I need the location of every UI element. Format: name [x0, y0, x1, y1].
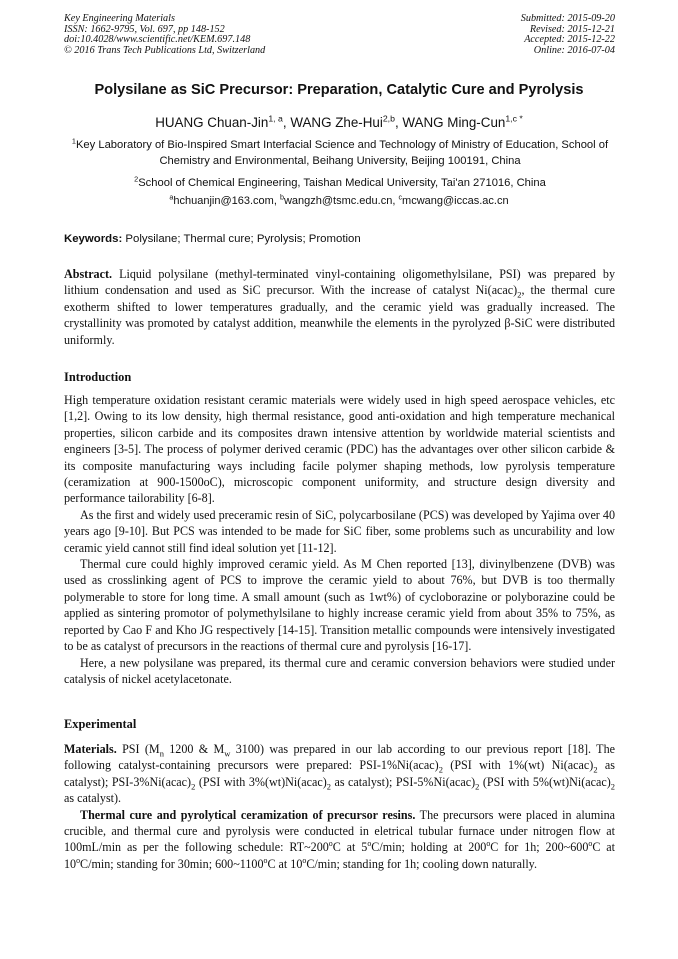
degree-mark: o: [263, 855, 268, 865]
issn-line: ISSN: 1662-9795, Vol. 697, pp 148-152: [64, 23, 225, 35]
online-date: Online: 2016-07-04: [533, 44, 615, 56]
degree-mark: o: [328, 839, 333, 849]
materials-text: 3100) was prepared in our lab according to our previous report [18]. The following catalyst-containing precursors were prepared: PSI-1%Ni(acac): [64, 742, 615, 773]
subscript: 2: [438, 764, 443, 775]
doi-line[interactable]: doi:10.4028/www.scientific.net/KEM.697.148: [64, 34, 251, 46]
copyright-line: © 2016 Trans Tech Publications Ltd, Switzerland: [64, 44, 266, 56]
author-name: WANG Ming-Cun: [402, 115, 506, 130]
journal-name: Key Engineering Materials: [64, 13, 175, 24]
keywords-text: Polysilane; Thermal cure; Pyrolysis; Promotion: [125, 233, 361, 245]
subscript: 2: [593, 764, 598, 775]
materials-text: PSI (M: [122, 742, 160, 756]
experimental-body: [64, 741, 615, 872]
degree-mark: o: [76, 855, 81, 865]
cure-text: C/min; holding at 200: [371, 840, 487, 855]
journal-header-left: [64, 14, 265, 56]
author-list: [0, 115, 678, 130]
keywords-label: Keywords:: [64, 233, 123, 245]
author-name: HUANG Chuan-Jin: [155, 115, 269, 130]
materials-text: (PSI with 1%(wt) Ni(acac): [442, 758, 594, 773]
cure-text: C at 5: [332, 840, 368, 855]
thermal-cure-paragraph: [64, 807, 615, 873]
email-mark: a: [169, 193, 174, 202]
materials-label: Materials.: [64, 742, 117, 756]
abstract-text: Liquid polysilane (methyl-terminated vinyl-containing oligomethylsilane, PSI) was prepared by lithium condensation and used as SiC precursor. With the increase of catalyst Ni(acac): [64, 267, 616, 298]
introduction-body: [64, 392, 615, 687]
author-affiliation-mark: 1, a: [268, 113, 283, 124]
affiliation-mark: 2: [134, 174, 139, 184]
affiliation-1: [64, 137, 616, 169]
intro-paragraph: High temperature oxidation resistant ceramic materials were widely used in high speed aerospace vehicles, etc [1,2]. Owing to its low density, high thermal resistance, good anti-oxidation and high temperature mechanical properties, silicon carbide and its composites drawn intensive attention by worldwide material scientists and engineers [3-5]. The process of polymer derived ceramic (PDC) has the advantages over other silicon carbide & its composite manufacturing ways including facile polymer shaping methods, low pyrolysis temperature (ceramization at 900-1500oC), microscopic component uniformity, and structure design diversity and performance tailorability [6-8].: [64, 393, 615, 506]
subscript: n: [159, 748, 164, 759]
section-heading-introduction: Introduction: [64, 370, 132, 384]
submitted-date: Submitted: 2015-09-20: [520, 13, 615, 24]
intro-paragraph: Thermal cure could highly improved ceramic yield. As M Chen reported [13], divinylbenzene (DVB) was used as crosslinking agent of PCS to improve the ceramic yield to about 76%, but DVB is too thermally polymerable to store for long time. A small amount (such as 1wt%) of cycloborazine or polyborazine could be applied as sintering promotor of polymethylsilane to highly increase ceramic yield from about 35% to 75%, as reported by Cao F and Kho JG respectively [14-15]. Transition metallic compounds were intensively investigated to be as catalyst of precursors in the reactions of thermal cure and pyrolysis [16-17].: [64, 557, 615, 654]
abstract-block: [64, 266, 615, 348]
intro-paragraph: Here, a new polysilane was prepared, its thermal cure and ceramic conversion behaviors were studied under catalysis of nickel acetylacetonate.: [64, 655, 615, 686]
subscript: 2: [517, 289, 522, 300]
intro-paragraph: As the first and widely used preceramic resin of SiC, polycarbosilane (PCS) was developed by Yajima over 40 years ago [9-10]. But PCS was intended to be made for SiC fiber, some problems such as uncurability and low ceramic yield cannot still find ideal solution yet [11-12].: [64, 507, 615, 555]
materials-text: 1200 & M: [163, 742, 225, 756]
materials-text: as catalyst); PSI-5%Ni(acac): [330, 774, 476, 789]
degree-mark: o: [367, 839, 372, 849]
cure-text: C at 10: [64, 840, 615, 871]
email-separator: ,: [273, 195, 280, 207]
materials-text: as catalyst).: [64, 791, 122, 806]
cure-text: C at 10: [267, 856, 303, 871]
degree-mark: o: [486, 839, 491, 849]
author-affiliation-mark: 1,c *: [505, 113, 523, 124]
author-separator: ,: [394, 115, 403, 130]
author-affiliation-mark: 2,b: [382, 113, 395, 124]
thermal-cure-label: Thermal cure and pyrolytical ceramization of precursor resins.: [80, 807, 416, 822]
materials-paragraph: [64, 741, 615, 807]
abstract-text-cont: , the thermal cure exotherm shifted to lower temperatures gradually, and the ceramic yield was gradually increased. The crystallinity was promoted by catalyst addition, meanwhile the elements in the pyrolyzed β-SiC were distributed uniformly.: [64, 283, 615, 347]
email-list: [0, 195, 678, 207]
materials-text: (PSI with 5%(wt)Ni(acac): [479, 774, 611, 789]
cure-text: C/min; standing for 30min; 600~1100: [80, 856, 264, 871]
author-name: WANG Zhe-Hui: [290, 115, 383, 130]
email-separator: ,: [392, 195, 399, 207]
subscript: 2: [475, 781, 480, 792]
cure-text: The precursors were placed in alumina crucible, and thermal cure and pyrolysis were conducted in eletrical tubular furnace under nitrogen flow at 100mL/min as per the following schedule: RT~200: [64, 807, 616, 855]
materials-text: (PSI with 3%(wt)Ni(acac): [195, 774, 327, 789]
subscript: 2: [326, 781, 331, 792]
subscript: 2: [191, 781, 196, 792]
affiliation-mark: 1: [71, 136, 76, 146]
journal-header-right: [521, 14, 615, 56]
materials-text: as catalyst); PSI-3%Ni(acac): [64, 758, 615, 789]
revised-date: Revised: 2015-12-21: [529, 23, 615, 35]
degree-mark: o: [588, 839, 593, 849]
email-link[interactable]: hchuanjin@163.com: [173, 195, 274, 207]
cure-text: C/min; standing for 1h; cooling down naturally.: [306, 856, 537, 871]
affiliation-text: School of Chemical Engineering, Taishan Medical University, Tai'an 271016, China: [138, 177, 546, 189]
accepted-date: Accepted: 2015-12-22: [524, 34, 615, 46]
keywords-line: [64, 233, 616, 245]
abstract-label: Abstract.: [64, 267, 113, 281]
subscript: 2: [610, 781, 615, 792]
cure-text: C for 1h; 200~600: [490, 840, 589, 855]
email-link[interactable]: mcwang@iccas.ac.cn: [402, 195, 509, 207]
email-mark: c: [398, 193, 403, 202]
paper-title: Polysilane as SiC Precursor: Preparation, Catalytic Cure and Pyrolysis: [94, 82, 584, 98]
affiliation-2: [64, 175, 616, 191]
degree-mark: o: [302, 855, 307, 865]
subscript: w: [224, 748, 231, 759]
email-mark: b: [279, 193, 284, 202]
author-separator: ,: [282, 115, 291, 130]
email-link[interactable]: wangzh@tsmc.edu.cn: [283, 195, 393, 207]
section-heading-experimental: Experimental: [64, 717, 137, 731]
affiliation-text: Key Laboratory of Bio-Inspired Smart Interfacial Science and Technology of Ministry of Education, School of Chemistry and Environmental, Beihang University, Beijing 100191, China: [75, 139, 609, 167]
